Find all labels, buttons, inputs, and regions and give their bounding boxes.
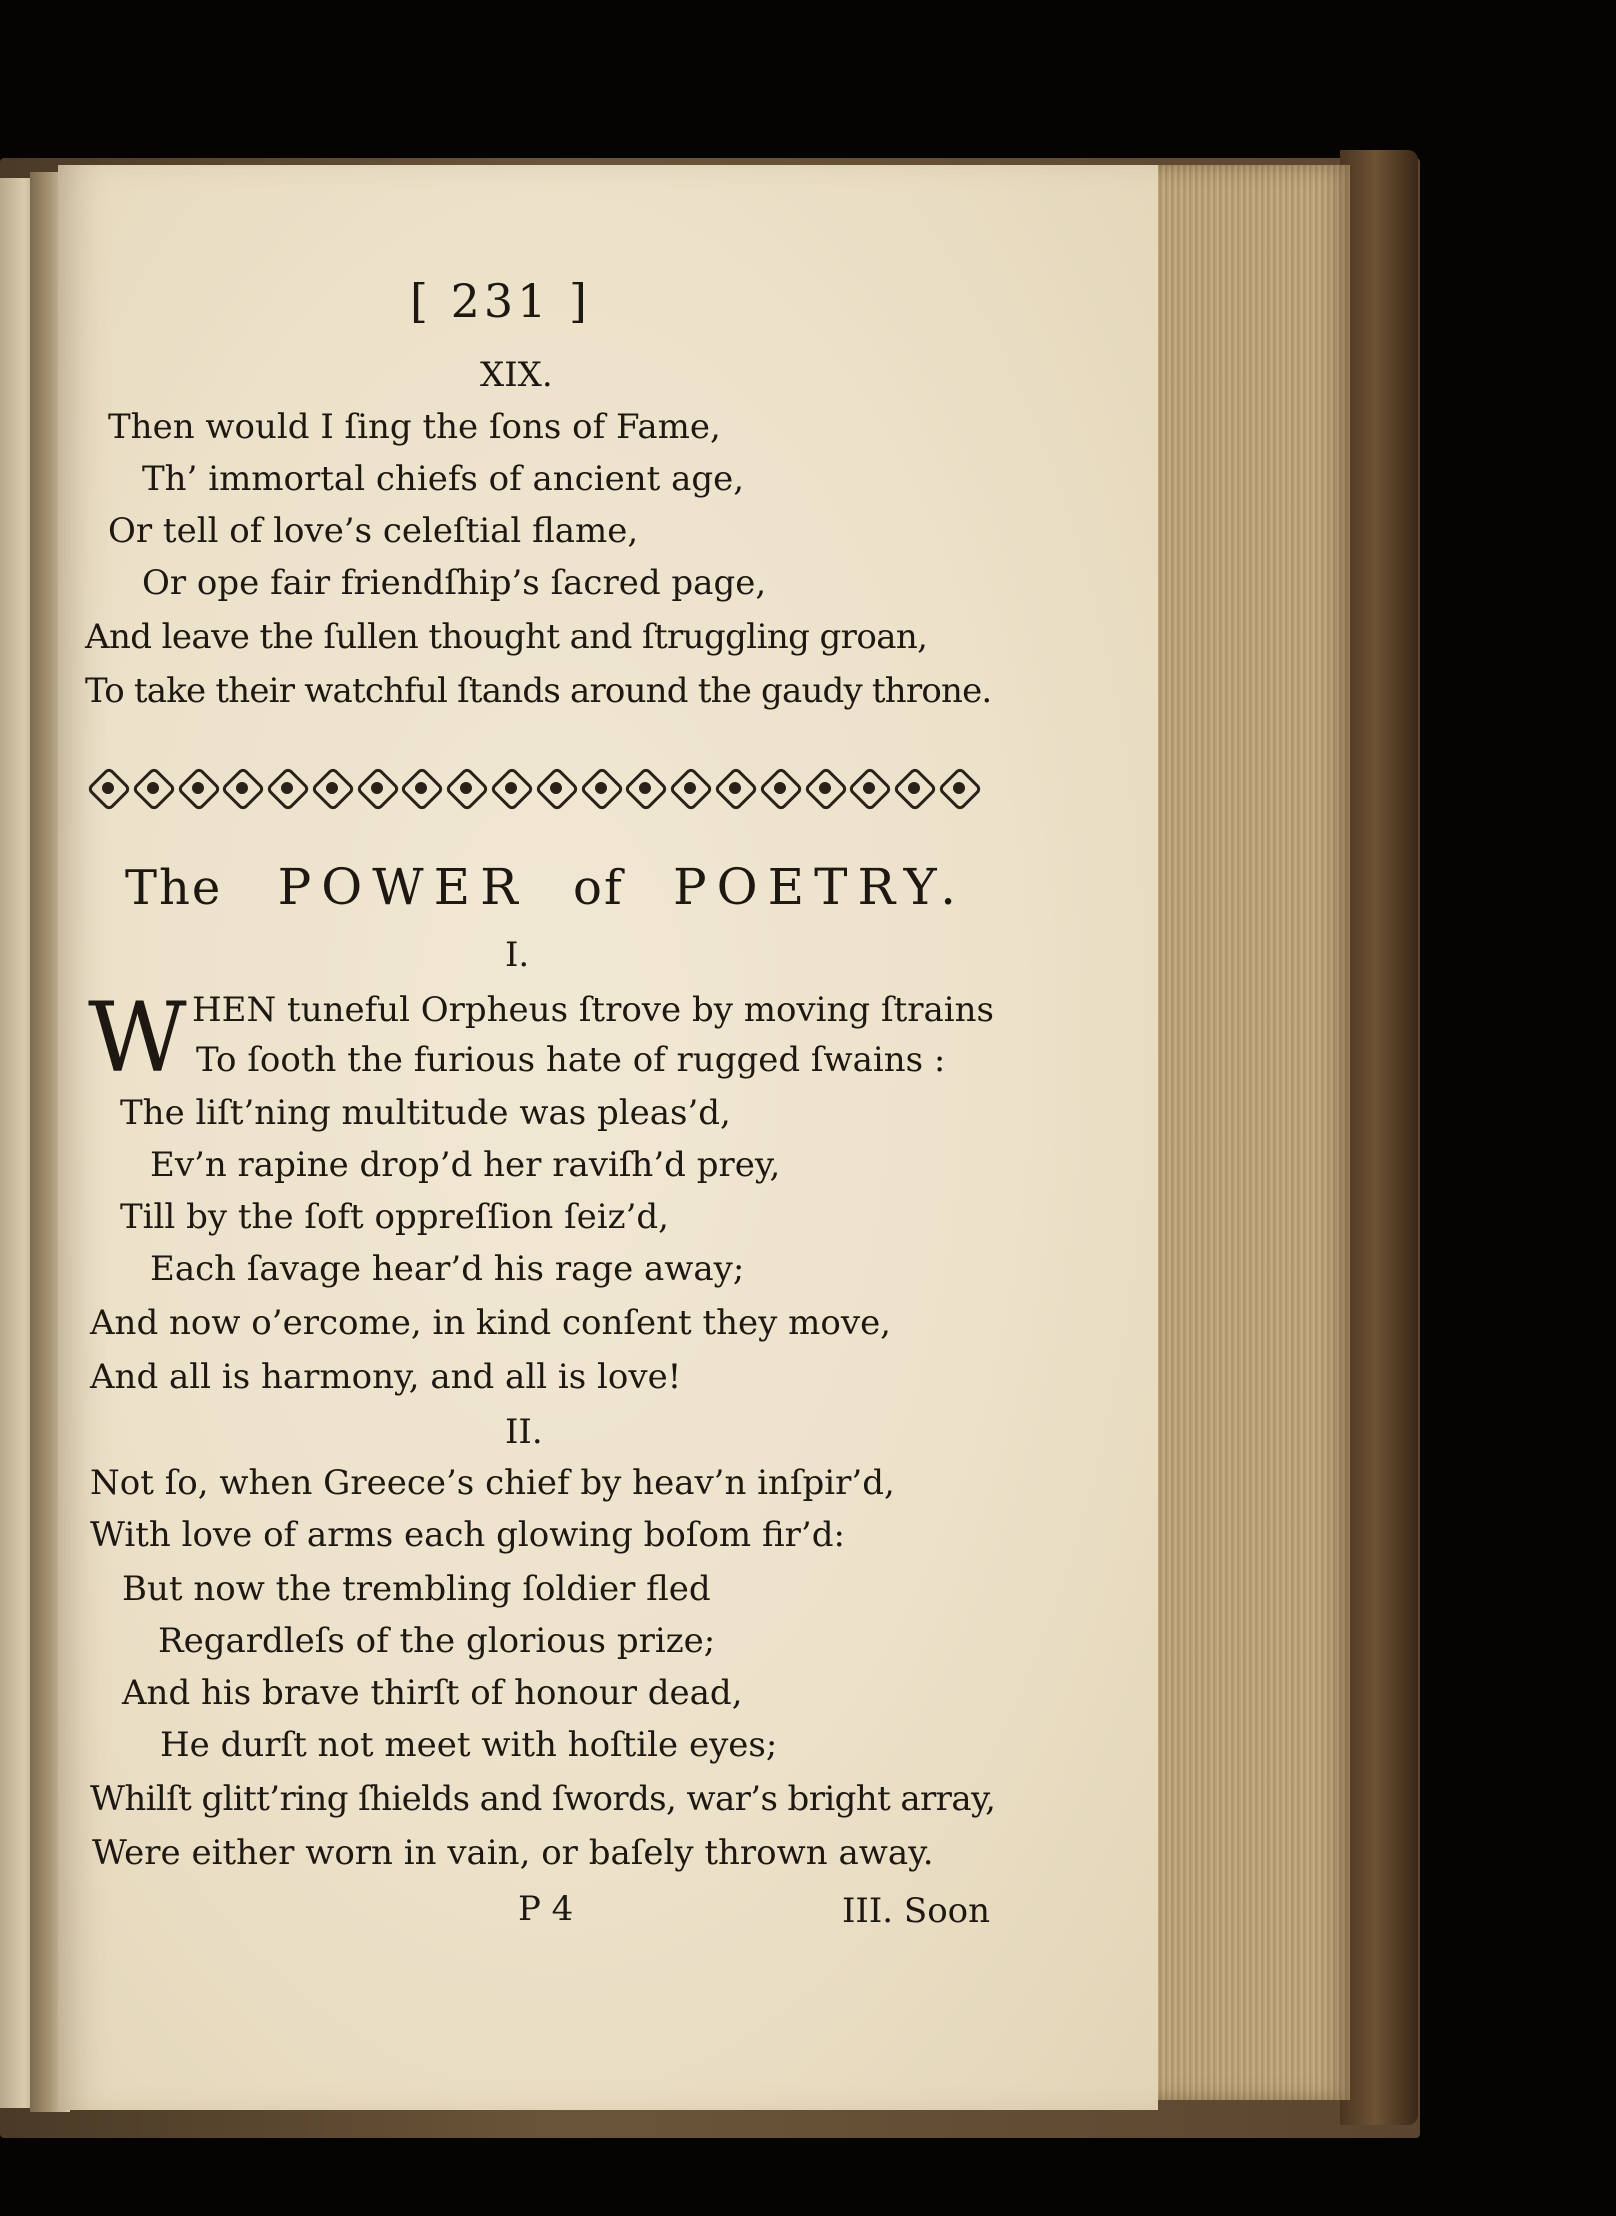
verse-line: And all is harmony, and all is love! xyxy=(90,1357,682,1397)
verse-line: Not ſo, when Greece’s chief by heav’n inſpir’d, xyxy=(90,1463,895,1503)
verse-line: The liſt’ning multitude was pleas’d, xyxy=(120,1093,731,1133)
book-spine-binding xyxy=(1340,150,1418,2125)
verse-line: Were either worn in vain, or baſely thrown away. xyxy=(92,1833,934,1873)
verse-line: Each ſavage hear’d his rage away; xyxy=(150,1249,745,1289)
title-word-of: of xyxy=(573,860,624,916)
title-word-poetry: POETRY. xyxy=(672,858,967,916)
verse-line: Then would I ſing the ſons of Fame, xyxy=(108,407,721,447)
verse-line: HEN tuneful Orpheus ſtrove by moving ſtrains xyxy=(192,990,994,1030)
verse-line: And now o’ercome, in kind conſent they move, xyxy=(90,1303,891,1343)
verse-line: And leave the ſullen thought and ſtruggling groan, xyxy=(85,617,928,657)
signature-mark: P 4 xyxy=(518,1889,574,1929)
verse-line: With love of arms each glowing boſom fir’d: xyxy=(90,1515,845,1555)
verse-line: But now the trembling ſoldier fled xyxy=(122,1569,711,1609)
verse-line: He durſt not meet with hoſtile eyes; xyxy=(160,1725,778,1765)
verse-line: Th’ immortal chiefs of ancient age, xyxy=(142,459,745,499)
verse-line: To ſooth the furious hate of rugged ſwains : xyxy=(196,1040,946,1080)
verse-line: Regardleſs of the glorious prize; xyxy=(158,1621,716,1661)
stanza-number-ii: II. xyxy=(505,1412,543,1452)
catchword: III. Soon xyxy=(842,1891,991,1931)
title-word-power: POWER xyxy=(277,858,528,916)
verse-line: Or tell of love’s celeſtial flame, xyxy=(108,511,639,551)
title-word-the: The xyxy=(125,860,223,916)
verse-line: Whilſt glitt’ring ſhields and ſwords, war’s bright array, xyxy=(90,1779,996,1819)
verse-line: Till by the ſoft oppreſſion ſeiz’d, xyxy=(120,1197,669,1237)
drop-cap: W xyxy=(88,982,187,1094)
verse-line: To take their watchful ſtands around the gaudy throne. xyxy=(85,671,992,711)
stanza-number-xix: XIX. xyxy=(480,355,553,395)
verse-line: Ev’n rapine drop’d her raviſh’d prey, xyxy=(150,1145,781,1185)
verse-line: And his brave thirſt of honour dead, xyxy=(122,1673,743,1713)
stanza-number-i: I. xyxy=(505,935,530,975)
printers-ornament-band xyxy=(90,762,975,812)
page-number: [ 231 ] xyxy=(410,274,591,328)
verse-line: Or ope fair friendſhip’s ſacred page, xyxy=(142,563,767,603)
page-fore-edges xyxy=(1150,165,1350,2100)
poem-title xyxy=(125,858,967,916)
